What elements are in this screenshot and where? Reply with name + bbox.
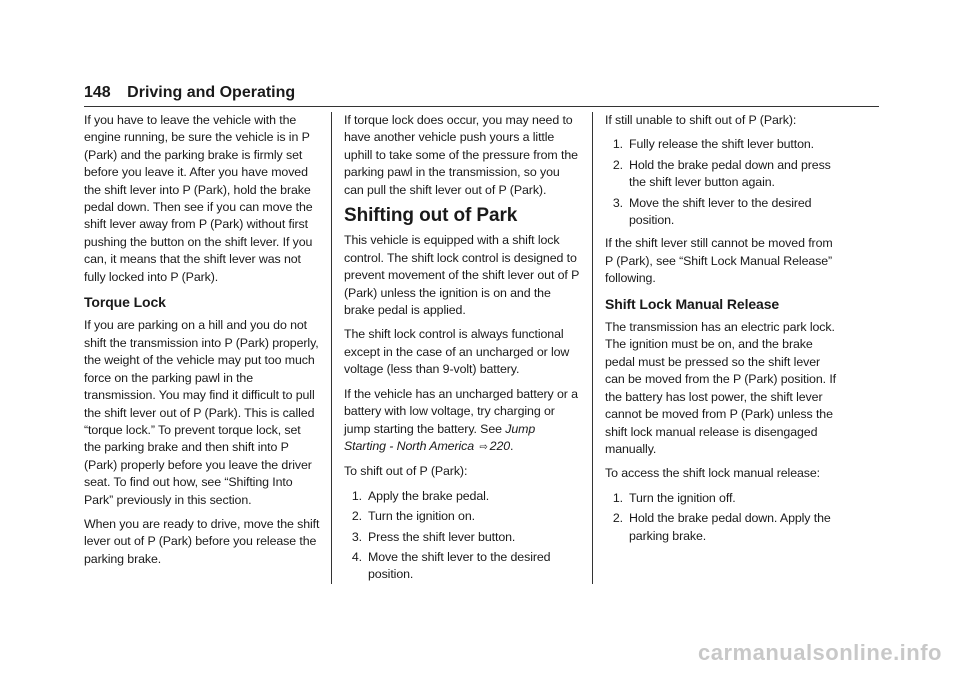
column-3 bbox=[605, 112, 841, 551]
column-divider bbox=[592, 112, 593, 584]
column-divider bbox=[331, 112, 332, 584]
page-header bbox=[84, 84, 879, 107]
paragraph: The shift lock control is always functional except in the case of an uncharged or low voltage (less than 9-volt) battery. bbox=[344, 327, 570, 377]
paragraph: If you are parking on a hill and you do not shift the transmission into P (Park) properly, the weight of the vehicle may put too much force on the parking pawl in the transmission. You may find it difficult to pull the shift lever out of P (Park). This is called “torque lock.” To prevent torque lock, set the parking brake and then shift into P (Park) properly before you leave the driver seat. To find out how, see “Shifting Into Park” previously in this section. bbox=[84, 318, 319, 507]
paragraph: If still unable to shift out of P (Park): bbox=[605, 113, 797, 127]
section-title: Driving and Operating bbox=[127, 84, 296, 101]
watermark-text: carmanualsonline.info bbox=[698, 640, 942, 665]
paragraph: If the vehicle has an uncharged battery or a battery with low voltage, try charging or jump starting the battery. See Jump Starting - North America ⇨ 220. bbox=[344, 386, 578, 453]
list-item: 3. Move the shift lever to the desired position. bbox=[612, 195, 812, 228]
heading-shift-lock-manual-release: Shift Lock Manual Release bbox=[605, 295, 780, 312]
list-item: 4. Move the shift lever to the desired position. bbox=[351, 549, 551, 582]
steps-list bbox=[605, 136, 841, 229]
steps-list bbox=[605, 490, 841, 545]
paragraph-text: If the vehicle has an uncharged battery or a battery with low voltage, try charging or jump starting the battery. See bbox=[344, 386, 578, 436]
paragraph: If the shift lever still cannot be moved from P (Park), see “Shift Lock Manual Release” following. bbox=[605, 236, 833, 286]
list-item: 3. Press the shift lever button. bbox=[351, 529, 516, 544]
steps-list bbox=[344, 488, 580, 584]
page-ref-link[interactable]: 220 bbox=[489, 438, 511, 453]
list-item: 2. Hold the brake pedal down and press the shift lever button again. bbox=[612, 157, 831, 190]
column-1 bbox=[84, 112, 320, 575]
heading-torque-lock: Torque Lock bbox=[84, 294, 166, 311]
paragraph: If torque lock does occur, you may need to have another vehicle push yours a little uphill to take some of the pressure from the parking pawl in the transmission, so you can pull the shift lever out of P (Park). bbox=[344, 113, 578, 197]
paragraph: The transmission has an electric park lock. The ignition must be on, and the brake pedal must be pressed so the shift lever can be moved from the P (Park) position. If the battery has lost power, the shift lever cannot be moved from P (Park) unless the shift lock manual release is disengaged manually. bbox=[605, 320, 837, 456]
list-item: 1. Apply the brake pedal. bbox=[351, 488, 490, 503]
page-ref-arrow-icon: ⇨ bbox=[479, 441, 488, 453]
column-2 bbox=[344, 112, 580, 590]
page-number: 148 bbox=[84, 84, 111, 101]
paragraph: When you are ready to drive, move the shift lever out of P (Park) before you release the parking brake. bbox=[84, 516, 320, 566]
list-item: 2. Hold the brake pedal down. Apply the parking brake. bbox=[612, 511, 831, 543]
paragraph: To shift out of P (Park): bbox=[344, 464, 468, 479]
heading-shifting-out-of-park: Shifting out of Park bbox=[344, 205, 518, 227]
list-item: 2. Turn the ignition on. bbox=[351, 509, 475, 524]
paragraph: To access the shift lock manual release: bbox=[605, 466, 821, 481]
paragraph: This vehicle is equipped with a shift lock control. The shift lock control is designed to prevent movement of the shift lever out of P (Park) unless the ignition is on and the brake pedal is applied. bbox=[344, 233, 580, 318]
list-item: 1. Turn the ignition off. bbox=[612, 490, 736, 505]
jump-starting-link[interactable]: Jump Starting - North America bbox=[344, 421, 536, 453]
paragraph: If you have to leave the vehicle with the engine running, be sure the vehicle is in P (Park) and the parking brake is firmly set before you leave it. After you have moved the shift lever into P (Park), hold the brake pedal down. Then see if you can move the shift lever away from P (Park) without first pushing the button on the shift lever. If you can, it means that the shift lever was not fully locked into P (Park). bbox=[84, 113, 313, 284]
list-item: 1. Fully release the shift lever button. bbox=[612, 137, 815, 152]
